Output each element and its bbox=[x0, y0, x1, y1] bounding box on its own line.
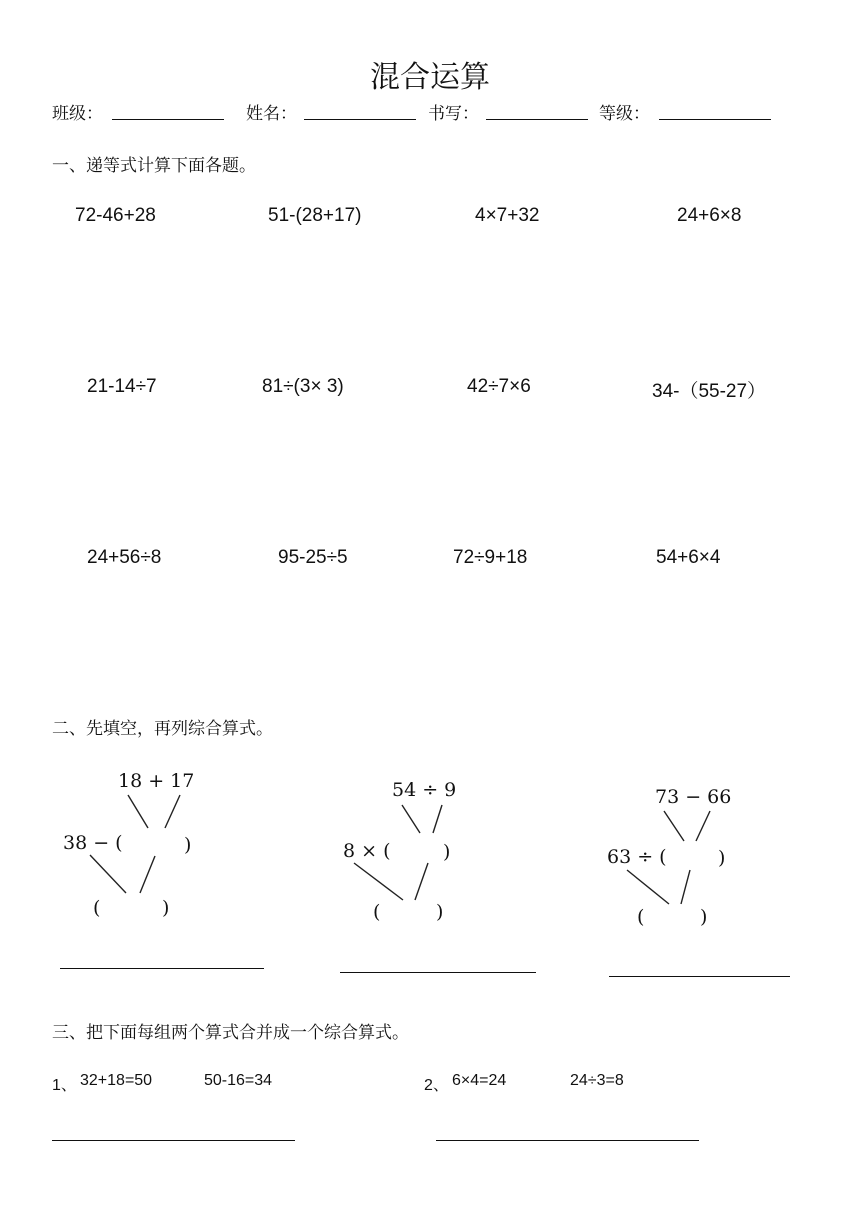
group-equation: 6×4=24 bbox=[452, 1072, 507, 1089]
tree-mid-left: 38 − ( bbox=[63, 832, 123, 854]
tree-bottom-left-paren: ( bbox=[93, 897, 101, 919]
answer-line[interactable] bbox=[60, 968, 264, 969]
group-label: 1、 bbox=[52, 1077, 77, 1094]
problem-expression: 72÷9+18 bbox=[453, 547, 528, 568]
group-equation: 32+18=50 bbox=[80, 1072, 153, 1089]
page-title: 混合运算 bbox=[370, 60, 490, 95]
tree-top-expression: 73 − 66 bbox=[655, 786, 732, 808]
tree-mid-left: 8 × ( bbox=[343, 840, 391, 862]
section3-heading: 三、把下面每组两个算式合并成一个综合算式。 bbox=[52, 1023, 409, 1043]
tree-mid-left: 63 ÷ ( bbox=[607, 846, 667, 868]
tree-bottom-left-paren: ( bbox=[373, 901, 381, 923]
group-label: 2、 bbox=[424, 1077, 449, 1094]
problem-expression: 24+6×8 bbox=[677, 205, 742, 226]
tree-top-expression: 18 + 17 bbox=[118, 770, 195, 792]
group-equation: 50-16=34 bbox=[204, 1072, 273, 1089]
answer-line[interactable] bbox=[340, 972, 536, 973]
tree-bottom-right-paren: ) bbox=[700, 906, 708, 928]
tree-bottom-left-paren: ( bbox=[637, 906, 645, 928]
problem-expression: 34-（55-27） bbox=[652, 381, 767, 402]
group-equation: 24÷3=8 bbox=[570, 1072, 624, 1089]
problem-expression: 95-25÷5 bbox=[278, 547, 348, 568]
problem-expression: 4×7+32 bbox=[475, 205, 540, 226]
problem-expression: 21-14÷7 bbox=[87, 376, 157, 397]
tree-top-expression: 54 ÷ 9 bbox=[392, 779, 457, 801]
problem-expression: 42÷7×6 bbox=[467, 376, 531, 397]
problem-expression: 24+56÷8 bbox=[87, 547, 162, 568]
problem-expression: 81÷(3× 3) bbox=[262, 376, 344, 397]
answer-line[interactable] bbox=[52, 1140, 295, 1141]
answer-line[interactable] bbox=[609, 976, 790, 977]
tree-bottom-right-paren: ) bbox=[436, 901, 444, 923]
writing-label: 书写： bbox=[428, 104, 479, 124]
grade-label: 等级： bbox=[599, 104, 650, 124]
section1-heading: 一、递等式计算下面各题。 bbox=[52, 156, 256, 176]
class-label: 班级： bbox=[52, 104, 103, 124]
tree-bottom-right-paren: ) bbox=[162, 897, 170, 919]
section2-heading: 二、先填空，再列综合算式。 bbox=[52, 719, 273, 739]
tree-mid-right-paren: ) bbox=[184, 834, 192, 856]
tree-mid-right-paren: ) bbox=[443, 841, 451, 863]
name-label: 姓名： bbox=[246, 104, 297, 124]
problem-expression: 72-46+28 bbox=[75, 205, 156, 226]
tree-mid-right-paren: ) bbox=[718, 847, 726, 869]
answer-line[interactable] bbox=[436, 1140, 699, 1141]
problem-expression: 51-(28+17) bbox=[268, 205, 362, 226]
problem-expression: 54+6×4 bbox=[656, 547, 721, 568]
